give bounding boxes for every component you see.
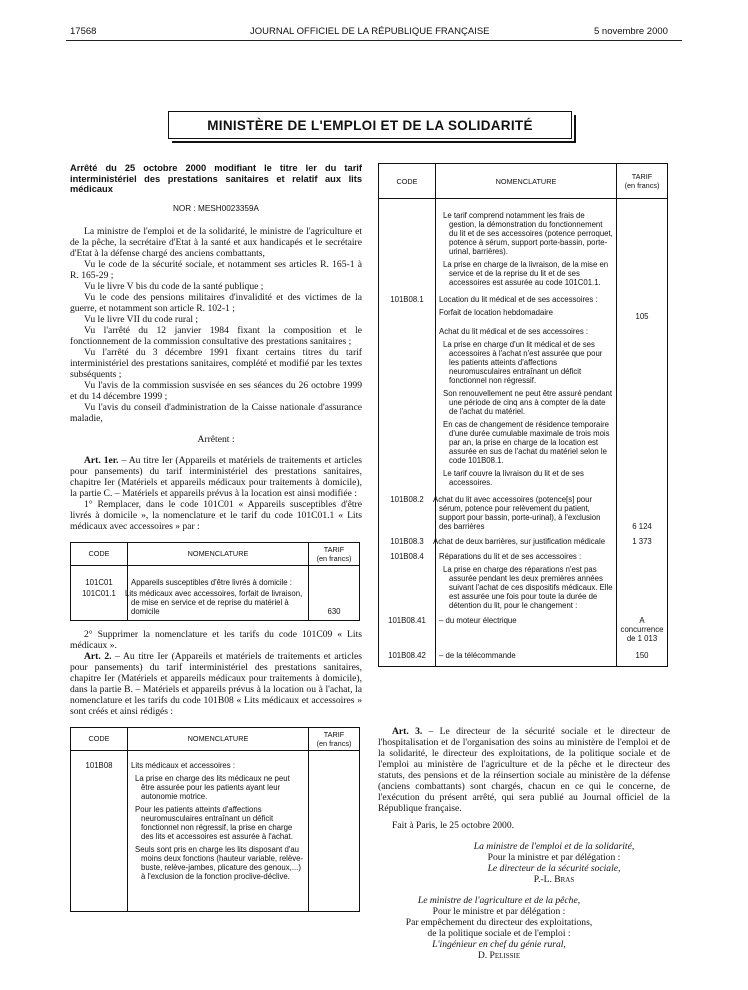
nomenclature-line: La prise en charge des réparations n'est pas assurée pendant les deux premières années suivant l'achat de ces dispositifs médicaux. Elle est assurée une fois pour toute la durée de détention du lit, pour le changement : bbox=[443, 565, 613, 610]
row-code: 101B08.41 bbox=[379, 614, 436, 647]
row-text bbox=[128, 750, 309, 911]
tarif-label: TARIF bbox=[323, 544, 345, 554]
table-101B08 bbox=[70, 727, 360, 912]
issue-date: 5 novembre 2000 bbox=[594, 26, 668, 37]
table-101C01 bbox=[70, 542, 360, 621]
row-code bbox=[379, 308, 436, 321]
row-code: 101B08.4 bbox=[379, 548, 436, 614]
nomenclature-line: Le tarif couvre la livraison du lit et de ses accessoires. bbox=[443, 469, 584, 487]
right-column bbox=[378, 163, 668, 667]
nomenclature-line: La prise en charge d'un lit médical et de ses accessoires à l'achat n'est assurée que pour les patients atteints d'affections neuromusculaires entraînant un déficit fonctionnel non régressif. bbox=[443, 340, 603, 385]
nomenclature-line: En cas de changement de résidence temporaire d'une durée cumulable maximale de trois mois par an, la prise en charge de la location est assurée en sus de l'achat du matériel selon le code 101B08.1. bbox=[443, 420, 610, 465]
nomenclature-line: Location du lit médical et de ses accessoires : bbox=[439, 295, 598, 304]
row-text: – de la télécommande bbox=[436, 647, 617, 667]
col-tarif bbox=[617, 164, 668, 199]
table-row bbox=[379, 548, 668, 614]
col-tarif bbox=[309, 542, 360, 565]
preamble-line: Vu l'avis de la commission susvisée en ses séances du 26 octobre 1999 et du 14 décembre 1999 ; bbox=[70, 379, 362, 402]
table-row bbox=[71, 587, 360, 621]
row-tarif: A concurrence de 1 013 bbox=[617, 614, 668, 647]
ministry-heading: MINISTÈRE DE L'EMPLOI ET DE LA SOLIDARITÉ bbox=[168, 111, 572, 139]
article-3-block bbox=[378, 726, 670, 961]
row-code bbox=[379, 321, 436, 491]
tarif-label: TARIF bbox=[323, 729, 345, 739]
fait-a-paris: Fait à Paris, le 25 octobre 2000. bbox=[392, 820, 515, 831]
row-tarif: 105 bbox=[617, 308, 668, 321]
article-3-label: Art. 3. bbox=[392, 726, 423, 737]
article-1-text: – Au titre Ier (Appareils et matériels de traitements et articles pour pansements) du tarif interministériel des prestations sanitaires, chapitre Ier (Matériels et appareils médicaux pour traitements à domicile), la partie C. – Matériels et appareils prévus à la location est ainsi modifiée : bbox=[70, 454, 362, 499]
row-tarif bbox=[617, 321, 668, 491]
tarif-unit: (en francs) bbox=[316, 738, 352, 748]
arrete-title: Arrêté du 25 octobre 2000 modifiant le titre Ier du tarif interministériel des prestations sanitaires et relatif aux lits médicaux bbox=[70, 163, 362, 194]
table-row bbox=[379, 647, 668, 667]
nomenclature-line: Achat du lit médical et de ses accessoires : bbox=[439, 327, 589, 336]
col-tarif bbox=[309, 727, 360, 750]
signature-block bbox=[378, 841, 670, 885]
tarif-unit: (en francs) bbox=[316, 553, 352, 563]
preamble-line: Vu l'arrêté du 12 janvier 1984 fixant la composition et le fonctionnement de la commission consultative des prestations sanitaires ; bbox=[70, 324, 362, 347]
article-1-label: Art. 1er. bbox=[84, 454, 119, 466]
nomenclature-line: Réparations du lit et de ses accessoires : bbox=[439, 552, 582, 561]
article-1 bbox=[70, 455, 362, 499]
nomenclature-line: La prise en charge de la livraison, de la mise en service et de la reprise du lit et de ses accessoires est assurée au code 101C01.1. bbox=[443, 260, 609, 287]
signature-name: P.-L. Bras bbox=[533, 874, 575, 885]
row-text: Appareils susceptibles d'être livrés à domicile : bbox=[128, 565, 309, 587]
row-tarif bbox=[617, 199, 668, 292]
preamble-line: Vu le code des pensions militaires d'invalidité et des victimes de la guerre, et notamment son article R. 102-1 ; bbox=[70, 291, 362, 314]
article-2 bbox=[70, 651, 362, 717]
row-text bbox=[436, 548, 617, 614]
row-tarif bbox=[309, 750, 360, 911]
article-3-text: – Le directeur de la sécurité sociale et le directeur de l'hospitalisation et de l'organisation des soins au ministère de l'emploi et de la solidarité, le directeur des exploitations, de la politique sociale et de l'emploi au ministère de l'agriculture et de la pêche et le directeur des statuts, des pensions et de la réinsertion sociale au ministère de la défense (anciens combattants) sont chargés, chacun en ce qui le concerne, de l'exécution du présent arrêté, qui sera publié au Journal officiel de la République française. bbox=[378, 726, 671, 814]
article-1-p1: 1° Remplacer, dans le code 101C01 « Appareils susceptibles d'être livrés à domicile », la nomenclature et le tarif du code 101C01.1 « Lits médicaux avec accessoires » par : bbox=[70, 498, 362, 532]
journal-title: JOURNAL OFFICIEL DE LA RÉPUBLIQUE FRANÇAISE bbox=[250, 26, 490, 37]
signature-name: D. Pelissie bbox=[477, 950, 521, 961]
row-text: – du moteur électrique bbox=[436, 614, 617, 647]
nomenclature-line: Pour les patients atteints d'affections neuromusculaires entraînant un déficit fonctionnel non régressif, la prise en charge des lits et accessoires est assurée à l'achat. bbox=[135, 804, 293, 841]
row-tarif: 6 124 bbox=[617, 491, 668, 533]
nomenclature-line: Le tarif comprend notamment les frais de gestion, la démonstration du fonctionnement du lit et de ses accessoires (potence perroquet, potence à sérum, support porte-bassin, porte-urinal, barrières). bbox=[443, 211, 613, 256]
row-text bbox=[436, 308, 617, 321]
row-code: 101B08.3 bbox=[379, 533, 436, 548]
signature-extra: Par empêchement du directeur des exploitations, bbox=[405, 917, 593, 928]
row-code: 101B08.2 bbox=[379, 491, 436, 533]
signature-role: La ministre de l'emploi et de la solidarité, bbox=[473, 841, 635, 852]
row-text bbox=[436, 291, 617, 308]
col-nomenclature: NOMENCLATURE bbox=[128, 727, 309, 750]
col-nomenclature: NOMENCLATURE bbox=[436, 164, 617, 199]
row-tarif: 1 373 bbox=[617, 533, 668, 548]
preamble-line: La ministre de l'emploi et de la solidarité, le ministre de l'agriculture et de la pêche, la secrétaire d'Etat à la santé et aux handicapés et le secrétaire d'Etat à la défense chargé des anciens combattants, bbox=[70, 225, 362, 259]
nomenclature-line: Forfait de location hebdomadaire bbox=[439, 308, 553, 317]
row-code: 101C01.1 bbox=[71, 587, 128, 621]
article-2-text: – Au titre Ier (Appareils et matériels de traitements et articles pour pansements) du tarif interministériel des prestations sanitaires, chapitre Ier (Matériels et appareils médicaux pour traitements à domicile), dans la partie B. – Matériels et appareils prévus à la location ou à l'achat, la nomenclature et les tarifs du code 101B08 « Lits médicaux et accessoires » sont créés et ainsi rédigés : bbox=[70, 650, 362, 717]
table-row bbox=[379, 199, 668, 292]
preamble-line: Vu le livre V bis du code de la santé publique ; bbox=[84, 280, 264, 292]
tarif-unit: (en francs) bbox=[624, 181, 660, 190]
row-text: Lits médicaux avec accessoires, forfait de livraison, de mise en service et de reprise du matériel à domicile bbox=[128, 587, 309, 621]
tarif-label: TARIF bbox=[631, 172, 653, 181]
signature-delegation: Pour la ministre et par délégation : bbox=[487, 852, 621, 863]
row-tarif bbox=[617, 548, 668, 614]
signature-block bbox=[378, 895, 670, 961]
row-tarif bbox=[309, 565, 360, 587]
article-1-p2: 2° Supprimer la nomenclature et les tarifs du code 101C09 « Lits médicaux ». bbox=[70, 628, 362, 651]
nomenclature-line: Seuls sont pris en charge les lits disposant d'au moins deux fonctions (hauteur variable, relève-buste, relève-jambes, plicature des genoux,...) à l'exclusion de la fonction proclive-déclive. bbox=[135, 844, 304, 881]
nomenclature-line: Lits médicaux et accessoires : bbox=[131, 760, 236, 770]
signature-extra: de la politique sociale et de l'emploi : bbox=[427, 928, 571, 939]
row-text: Achat de deux barrières, sur justification médicale bbox=[436, 533, 617, 548]
left-column bbox=[70, 163, 362, 912]
table-row bbox=[379, 614, 668, 647]
row-tarif: 630 bbox=[309, 587, 360, 621]
row-tarif: 150 bbox=[617, 647, 668, 667]
arretent: Arrêtent : bbox=[197, 433, 235, 445]
col-code: CODE bbox=[71, 727, 128, 750]
row-text bbox=[436, 199, 617, 292]
nor-reference: NOR : MESH0023359A bbox=[172, 203, 259, 213]
signature-role: Le ministre de l'agriculture et de la pêche, bbox=[417, 895, 581, 906]
row-code: 101B08.42 bbox=[379, 647, 436, 667]
table-row bbox=[379, 308, 668, 321]
row-text bbox=[436, 321, 617, 491]
row-code: 101B08 bbox=[71, 750, 128, 911]
row-code: 101B08.1 bbox=[379, 291, 436, 308]
table-row bbox=[379, 533, 668, 548]
table-row bbox=[379, 491, 668, 533]
preamble-line: Vu le code de la sécurité sociale, et notamment ses articles R. 165-1 à R. 165-29 ; bbox=[70, 258, 362, 281]
header-rule bbox=[66, 40, 682, 41]
col-code: CODE bbox=[71, 542, 128, 565]
table-row bbox=[379, 321, 668, 491]
nomenclature-line: La prise en charge des lits médicaux ne peut être assurée pour les patients ayant leur autonomie motrice. bbox=[135, 773, 290, 801]
preamble bbox=[70, 226, 362, 424]
article-3 bbox=[378, 726, 670, 814]
signature-title: L'ingénieur en chef du génie rural, bbox=[432, 939, 566, 950]
table-row bbox=[71, 565, 360, 587]
nomenclature-line: Son renouvellement ne peut être assuré pendant une période de cinq ans à compter de la date de l'achat du matériel. bbox=[443, 389, 613, 416]
preamble-line: Vu l'avis du conseil d'administration de la Caisse nationale d'assurance maladie, bbox=[70, 401, 362, 424]
table-row bbox=[71, 750, 360, 911]
signature-delegation: Pour le ministre et par délégation : bbox=[432, 906, 566, 917]
article-2-label: Art. 2. bbox=[84, 650, 112, 662]
row-code: 101C01 bbox=[71, 565, 128, 587]
preamble-line: Vu le livre VII du code rural ; bbox=[84, 313, 199, 325]
table-row bbox=[379, 291, 668, 308]
col-code: CODE bbox=[379, 164, 436, 199]
col-nomenclature: NOMENCLATURE bbox=[128, 542, 309, 565]
row-code bbox=[379, 199, 436, 292]
page-number: 17568 bbox=[70, 26, 97, 37]
row-tarif bbox=[617, 291, 668, 308]
signature-title: Le directeur de la sécurité sociale, bbox=[487, 863, 621, 874]
preamble-line: Vu l'arrêté du 3 décembre 1991 fixant certains titres du tarif interministériel des prestations sanitaires, complété et modifié par les textes subséquents ; bbox=[70, 346, 362, 380]
table-101B08-continued bbox=[378, 163, 668, 667]
row-text: Achat du lit avec accessoires (potence[s] pour sérum, potence pour relèvement du patient, support pour bassin, porte-urinal), à l'exclusion des barrières bbox=[436, 491, 617, 533]
